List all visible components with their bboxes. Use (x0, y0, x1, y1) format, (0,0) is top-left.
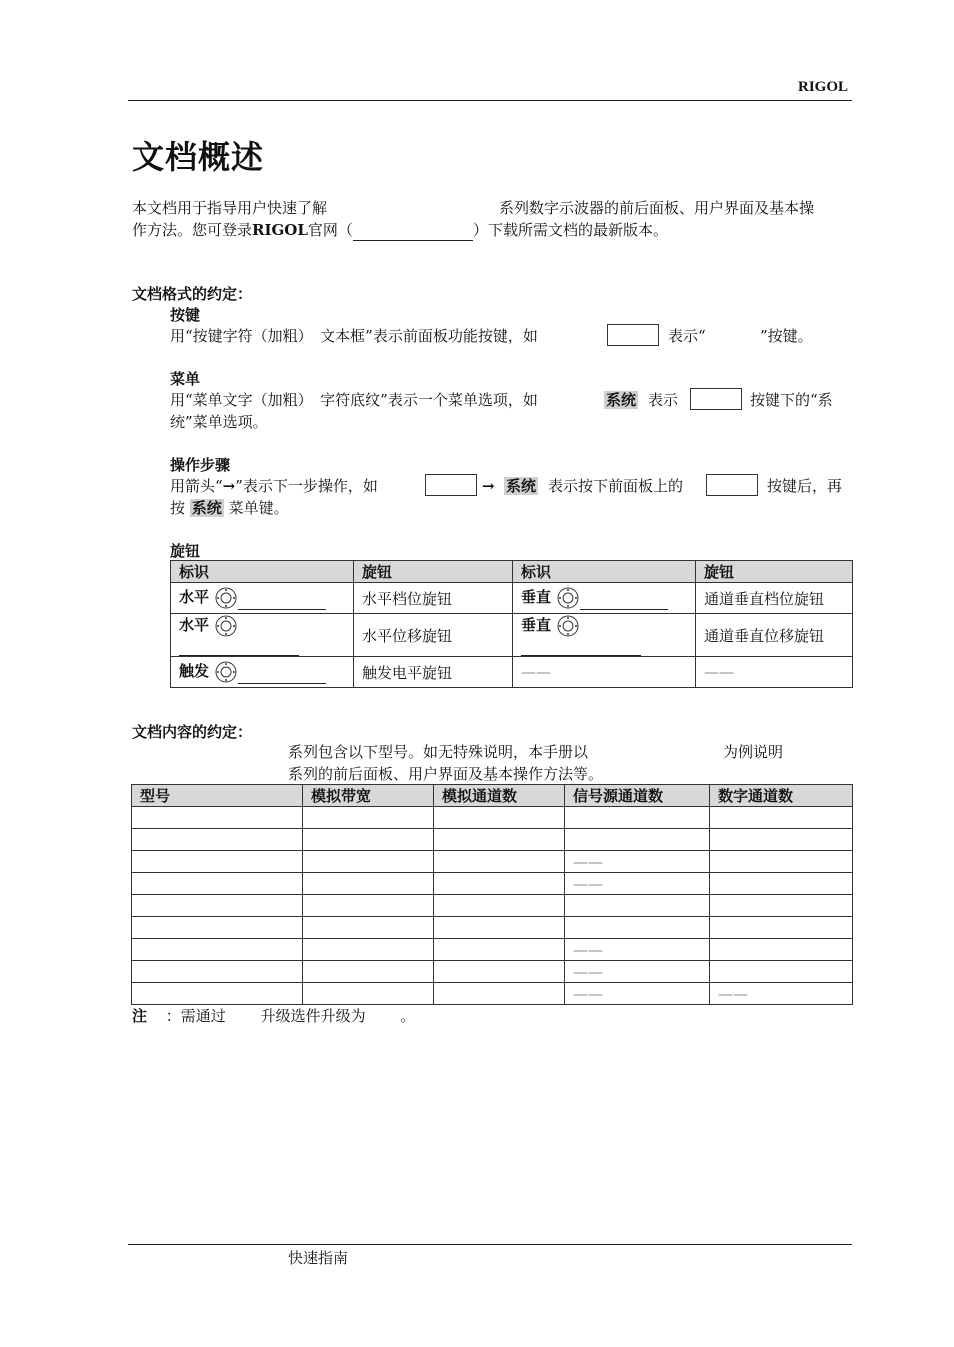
knob-header-id1: 标识 (171, 561, 354, 583)
knob-table (170, 560, 853, 688)
header-rule (128, 100, 852, 101)
note-text-a: ：需通过 (165, 1007, 226, 1025)
table-row: —— (132, 851, 853, 873)
steps-example-box-2 (706, 474, 758, 496)
steps-example-box-1 (425, 474, 477, 496)
content-text2: 系列的前后面板、用户界面及基本操作方法等。 (288, 765, 604, 783)
knob-id-empty: —— (513, 657, 696, 688)
knob-icon (214, 660, 238, 684)
steps-text-e: 按 (170, 499, 186, 517)
arrow-icon: → (222, 477, 236, 495)
knob-icon (556, 586, 580, 610)
knob-name: 触发电平旋钮 (354, 657, 513, 688)
steps-text-f: 菜单键。 (228, 499, 289, 517)
knob-row (171, 614, 853, 657)
table-row: —— (132, 961, 853, 983)
menu-text-c: 按键下的“系 (750, 391, 833, 409)
table-row: —— —— (132, 983, 853, 1005)
knob-name-empty: —— (696, 657, 853, 688)
table-row (132, 807, 853, 829)
model-header: 数字通道数 (710, 785, 853, 807)
knob-name: 通道垂直档位旋钮 (696, 583, 853, 614)
knob-name: 水平位移旋钮 (354, 614, 513, 657)
knob-table-header (171, 561, 853, 583)
knob-underline (179, 654, 299, 656)
key-text-b: 表示“ (668, 327, 706, 345)
table-row (132, 829, 853, 851)
footer-text: 快速指南 (288, 1249, 349, 1267)
intro-line2-c: ）下载所需文档的最新版本。 (472, 221, 668, 239)
steps-title: 操作步骤 (170, 456, 231, 474)
table-row (132, 917, 853, 939)
knob-row (171, 657, 853, 688)
knob-header-name2: 旋钮 (696, 561, 853, 583)
knob-name: 水平档位旋钮 (354, 583, 513, 614)
model-table (131, 784, 853, 1005)
knob-id: 垂直 (521, 588, 552, 606)
content-text1-a: 系列包含以下型号。如无特殊说明，本手册以 (288, 743, 589, 761)
knob-header-name1: 旋钮 (354, 561, 513, 583)
footer-rule (128, 1244, 852, 1245)
model-table-header (132, 785, 853, 807)
knob-underline (521, 654, 641, 656)
key-example-box (607, 324, 659, 346)
menu-example-item: 系统 (606, 391, 637, 409)
key-text-c: ”按键。 (760, 327, 813, 345)
steps-text-c: 表示按下前面板上的 (548, 477, 684, 495)
table-row: —— (132, 873, 853, 895)
knob-name: 通道垂直位移旋钮 (696, 614, 853, 657)
intro-brand: RIGOL (252, 221, 308, 239)
content-heading: 文档内容的约定： (132, 723, 253, 741)
menu-text-d: 统”菜单选项。 (170, 413, 268, 431)
knob-header-id2: 标识 (513, 561, 696, 583)
intro-line2-a: 作方法。您可登录 (132, 221, 253, 239)
menu-text-b: 表示 (648, 391, 679, 409)
intro-paragraph (132, 197, 852, 241)
knob-row (171, 583, 853, 614)
arrow-icon-2: → (482, 477, 495, 495)
steps-text-a: 用箭头“ (170, 477, 223, 495)
note-text-b: 升级选件升级为 (260, 1007, 366, 1025)
intro-line1-b: 系列数字示波器的前后面板、用户界面及基本操 (499, 199, 815, 217)
brand-logo-text: RIGOL (797, 79, 848, 95)
knob-underline (580, 608, 668, 610)
knob-id: 垂直 (521, 616, 552, 634)
knob-id: 触发 (179, 662, 210, 680)
model-header: 模拟通道数 (434, 785, 565, 807)
note-text-c: 。 (400, 1007, 416, 1025)
steps-text-d: 按键后，再 (767, 477, 843, 495)
content-text1-b: 为例说明 (723, 743, 784, 761)
table-row (132, 895, 853, 917)
knob-underline (238, 682, 326, 684)
key-title: 按键 (170, 306, 201, 324)
knob-id: 水平 (179, 616, 210, 634)
knob-icon (556, 614, 580, 638)
format-heading: 文档格式的约定： (132, 285, 253, 303)
model-header: 信号源通道数 (565, 785, 710, 807)
knob-icon (214, 614, 238, 638)
table-row: —— (132, 939, 853, 961)
steps-menu-item-2: 系统 (191, 499, 222, 517)
menu-text-a: 用“菜单文字（加粗） 字符底纹”表示一个菜单选项，如 (170, 391, 538, 409)
website-link[interactable] (353, 224, 473, 241)
menu-example-key-box (690, 388, 742, 410)
steps-menu-item: 系统 (506, 477, 537, 495)
menu-title: 菜单 (170, 370, 201, 388)
knob-icon (214, 586, 238, 610)
key-text-a: 用“按键字符（加粗） 文本框”表示前面板功能按键，如 (170, 327, 538, 345)
knob-title: 旋钮 (170, 542, 201, 560)
steps-text-b: ”表示下一步操作，如 (235, 477, 378, 495)
knob-underline (238, 608, 326, 610)
note-label: 注 (132, 1007, 148, 1025)
model-header: 型号 (132, 785, 303, 807)
intro-line1-a: 本文档用于指导用户快速了解 (132, 199, 328, 217)
knob-id: 水平 (179, 588, 210, 606)
model-header: 模拟带宽 (303, 785, 434, 807)
page-title: 文档概述 (132, 138, 265, 176)
intro-line2-b: 官网（ (307, 221, 353, 239)
